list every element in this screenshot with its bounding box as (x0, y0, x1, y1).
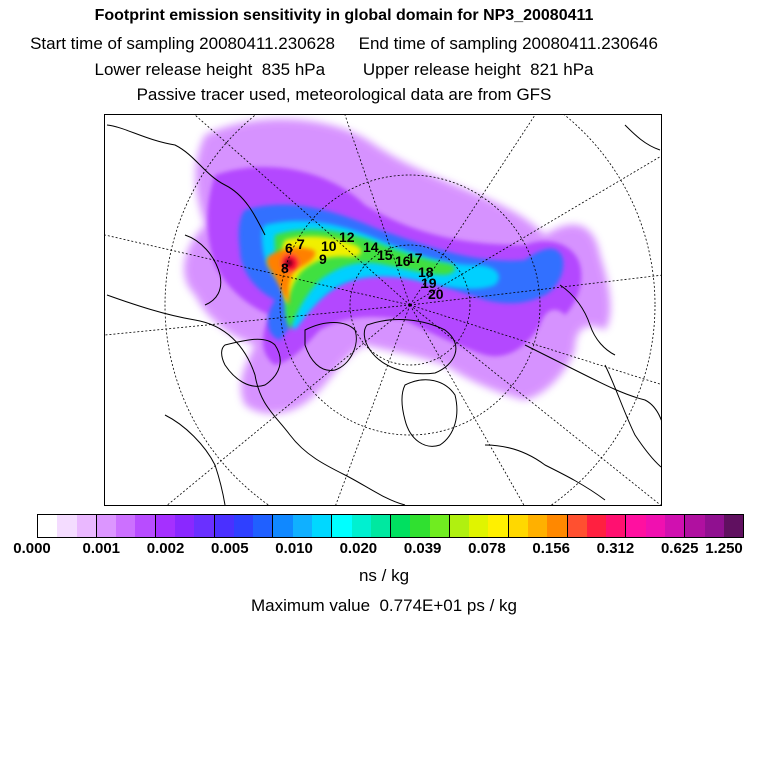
colorbar-cell (77, 515, 97, 537)
colorbar-cell (587, 515, 606, 537)
traj-label-18: 18 (418, 264, 434, 280)
colorbar-cell (450, 515, 469, 537)
colorbar-tick-label: 1.250 (705, 540, 743, 557)
colorbar-cell (509, 515, 528, 537)
colorbar-cell (488, 515, 508, 537)
colorbar-tick-label: 0.039 (403, 540, 442, 557)
traj-label-16: 16 (395, 253, 411, 269)
colorbar-cell (234, 515, 253, 537)
colorbar (37, 514, 744, 538)
colorbar-cell (57, 515, 76, 537)
map-canvas (105, 115, 662, 506)
colorbar-cell (116, 515, 135, 537)
tracer-info-line: Passive tracer used, meteorological data are from GFS (136, 85, 552, 104)
colorbar-cell (175, 515, 194, 537)
colorbar-cell (135, 515, 155, 537)
traj-label-14: 14 (363, 239, 379, 255)
colorbar-cell (724, 515, 743, 537)
colorbar-cell (626, 515, 645, 537)
traj-label-9: 9 (319, 251, 327, 267)
colorbar-cell (391, 515, 410, 537)
traj-label-20: 20 (428, 286, 444, 302)
colorbar-cell (312, 515, 332, 537)
traj-label-17: 17 (407, 250, 423, 266)
unit-label: ns / kg (358, 566, 410, 585)
colorbar-tick-label: 0.001 (82, 540, 121, 557)
colorbar-cell (685, 515, 704, 537)
colorbar-cell (352, 515, 371, 537)
colorbar-cell (215, 515, 234, 537)
colorbar-cell (371, 515, 391, 537)
colorbar-cell (665, 515, 685, 537)
colorbar-tick-label: 0.020 (339, 540, 378, 557)
colorbar-cell (410, 515, 429, 537)
traj-label-6: 6 (285, 240, 293, 256)
colorbar-cell (547, 515, 567, 537)
colorbar-cell (646, 515, 665, 537)
colorbar-unit (0, 566, 768, 586)
colorbar-tick-label: 0.625 (660, 540, 699, 557)
colorbar-cell (332, 515, 351, 537)
traj-label-10: 10 (321, 238, 337, 254)
colorbar-cell (194, 515, 214, 537)
colorbar-tick-label: 0.078 (468, 540, 506, 557)
colorbar-tick-label: 0.000 (13, 540, 51, 557)
colorbar-cell (156, 515, 175, 537)
traj-label-12: 12 (339, 229, 355, 245)
traj-label-7: 7 (297, 236, 305, 252)
colorbar-tick-label: 0.002 (146, 540, 185, 557)
colorbar-cell (273, 515, 292, 537)
traj-label-8: 8 (281, 260, 289, 276)
colorbar-cell (38, 515, 57, 537)
page-title: Footprint emission sensitivity in global domain for NP3_20080411 (94, 7, 594, 24)
colorbar-tick-label: 0.005 (211, 540, 249, 557)
traj-label-15: 15 (377, 247, 393, 263)
colorbar-cell (469, 515, 488, 537)
colorbar-tick-label: 0.312 (596, 540, 635, 557)
colorbar-tick-label: 0.010 (275, 540, 313, 557)
sampling-time-line: Start time of sampling 20080411.230628 End time of sampling 20080411.230646 (30, 34, 658, 53)
traj-label-19: 19 (421, 275, 437, 291)
colorbar-tick-label: 0.156 (532, 540, 570, 557)
colorbar-cell (253, 515, 273, 537)
footprint-map (104, 114, 662, 506)
colorbar-cell (606, 515, 626, 537)
colorbar-cell (430, 515, 450, 537)
colorbar-cell (293, 515, 312, 537)
colorbar-cell (97, 515, 116, 537)
colorbar-cell (705, 515, 724, 537)
colorbar-cell (528, 515, 547, 537)
colorbar-cell (568, 515, 587, 537)
max-value-text: Maximum value 0.774E+01 ps / kg (251, 596, 517, 615)
release-height-line: Lower release height 835 hPa Upper release height 821 hPa (94, 60, 594, 79)
